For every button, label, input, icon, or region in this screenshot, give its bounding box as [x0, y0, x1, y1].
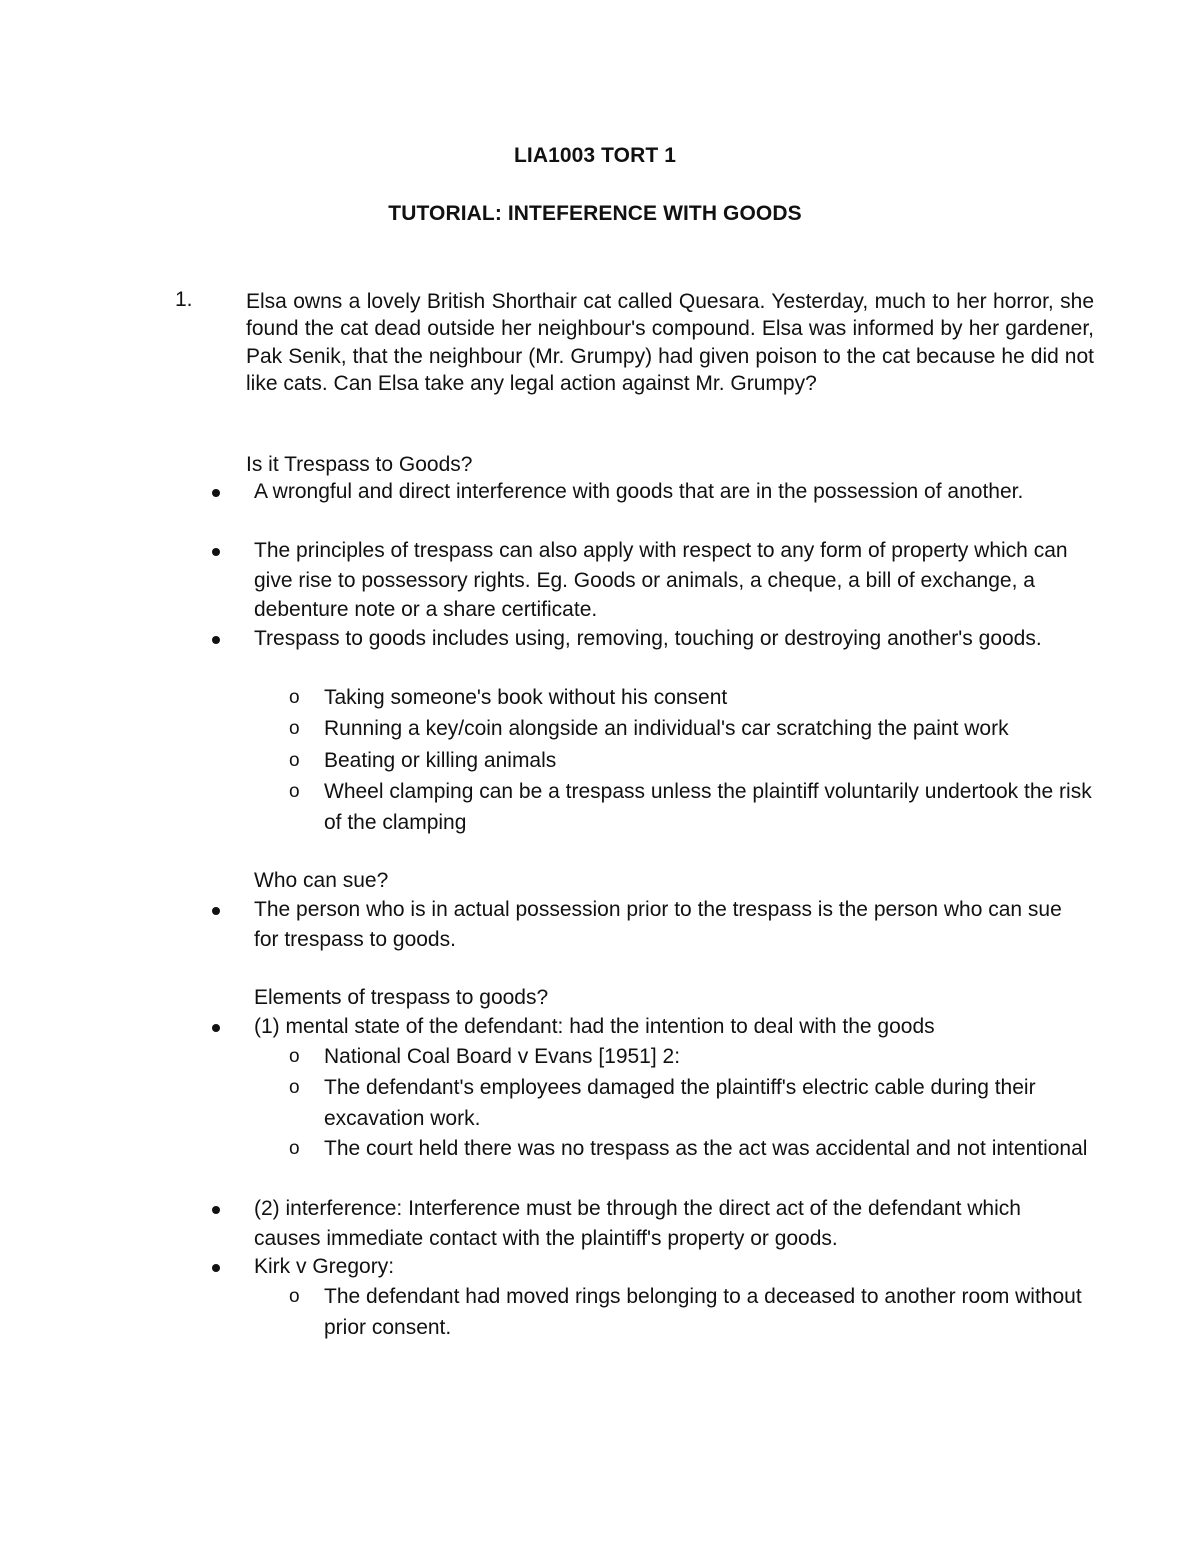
sub-list-item-text: The defendant had moved rings belonging to a deceased to another room without prior consent.	[324, 1285, 1082, 1339]
list-item-text: A wrongful and direct interference with goods that are in the possession of another.	[254, 480, 1024, 503]
question-number: 1.	[175, 288, 193, 311]
bullet-dot-icon	[212, 1206, 220, 1214]
bullet-dot-icon	[212, 548, 220, 556]
bullet-dot-icon	[212, 907, 220, 915]
list-item-text: The principles of trespass can also apply with respect to any form of property which can give rise to possessory rights. Eg. Goods or animals, a cheque, a bill of exchange, a debenture note or a share certificate.	[254, 539, 1068, 621]
list-item-text: The person who is in actual possession prior to the trespass is the person who can sue for trespass to goods.	[254, 898, 1062, 951]
list-item-text: Kirk v Gregory:	[254, 1255, 395, 1278]
list-item-text: Trespass to goods includes using, removing, touching or destroying another's goods.	[254, 627, 1042, 650]
elements-heading: Elements of trespass to goods?	[254, 986, 549, 1009]
sub-list-item-text: Beating or killing animals	[324, 749, 557, 772]
sub-bullet-marker: o	[289, 687, 300, 708]
sub-list-item-text: The defendant's employees damaged the plaintiff's electric cable during their excavation work.	[324, 1076, 1036, 1130]
bullet-dot-icon	[212, 636, 220, 644]
tutorial-title: TUTORIAL: INTEFERENCE WITH GOODS	[388, 202, 802, 225]
list-item-text: (2) interference: Interference must be through the direct act of the defendant which causes immediate contact with the plaintiff's property or goods.	[254, 1197, 1021, 1250]
sub-bullet-marker: o	[289, 750, 300, 771]
who-heading: Who can sue?	[254, 869, 389, 892]
bullet-dot-icon	[212, 1264, 220, 1272]
bullet-dot-icon	[212, 1024, 220, 1032]
list-item-text: (1) mental state of the defendant: had the intention to deal with the goods	[254, 1015, 935, 1038]
sub-bullet-marker: o	[289, 718, 300, 739]
sub-bullet-marker: o	[289, 1046, 300, 1067]
course-title: LIA1003 TORT 1	[513, 144, 677, 167]
sub-bullet-marker: o	[289, 781, 300, 802]
sub-list-item-text: The court held there was no trespass as the act was accidental and not intentional	[324, 1137, 1088, 1160]
sub-list-item-text: Running a key/coin alongside an individual's car scratching the paint work	[324, 717, 1009, 740]
sub-bullet-marker: o	[289, 1286, 300, 1307]
sub-bullet-marker: o	[289, 1077, 300, 1098]
sub-list-item-text: Taking someone's book without his consent	[324, 686, 728, 709]
sub-list-item-text: Wheel clamping can be a trespass unless the plaintiff voluntarily undertook the risk of the clamping	[324, 780, 1092, 834]
question-text: Elsa owns a lovely British Shorthair cat called Quesara. Yesterday, much to her horror, she found the cat dead outside her neighbour's compound. Elsa was informed by her gardener, Pak Senik, that the neighbour (Mr. Grumpy) had given poison to the cat because he did not like cats. Can Elsa take any legal action against Mr. Grumpy?	[246, 290, 1094, 395]
trespass-heading: Is it Trespass to Goods?	[246, 453, 473, 476]
bullet-dot-icon	[212, 489, 220, 497]
sub-list-item-text: National Coal Board v Evans [1951] 2:	[324, 1045, 681, 1068]
sub-bullet-marker: o	[289, 1138, 300, 1159]
